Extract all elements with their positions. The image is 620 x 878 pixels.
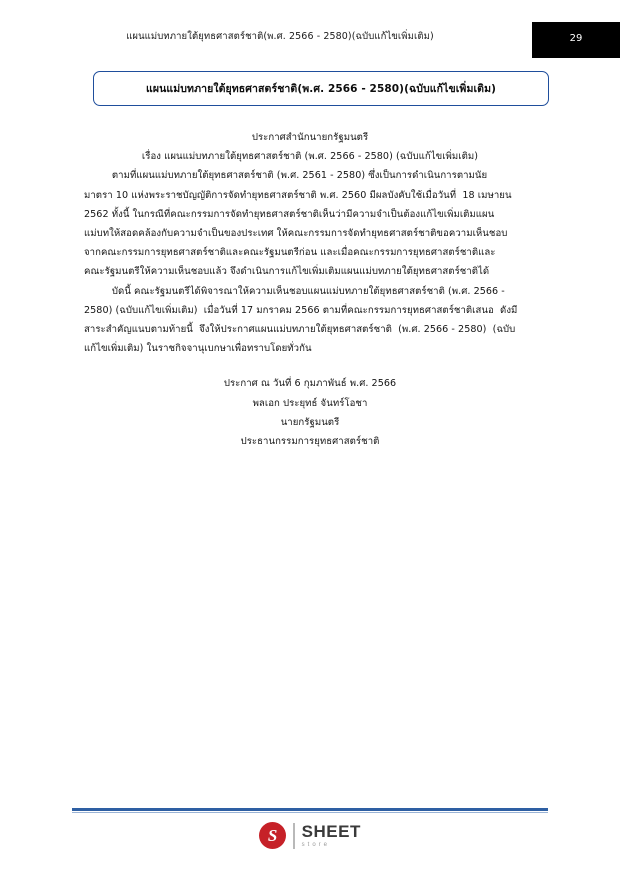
paragraph-1-line-3: 2562 ทั้งนี้ ในกรณีที่คณะกรรมการจัดทำยุทธศาสตร์ชาติเห็นว่ามีความจำเป็นต้องแก้ไขเพิ่มเติมแผน bbox=[84, 208, 495, 220]
signature-date: ประกาศ ณ วันที่ 6 กุมภาพันธ์ พ.ศ. 2566 bbox=[223, 378, 397, 390]
signatory-title-1: นายกรัฐมนตรี bbox=[280, 416, 340, 428]
footer-logo bbox=[0, 822, 620, 849]
document-title: แผนแม่บทภายใต้ยุทธศาสตร์ชาติ(พ.ศ. 2566 - 2580)(ฉบับแก้ไขเพิ่มเติม) bbox=[146, 83, 496, 95]
paragraph-1-line-4: แม่บทให้สอดคล้องกับความจำเป็นของประเทศ ให้คณะกรรมการจัดทำยุทธศาสตร์ชาติขอความเห็นชอบ bbox=[84, 228, 508, 240]
paragraph-2-line-3: สาระสำคัญแนบตามท้ายนี้ จึงให้ประกาศแผนแม่บทภายใต้ยุทธศาสตร์ชาติ (พ.ศ. 2566 - 2580) (ฉบับ bbox=[84, 324, 516, 336]
paragraph-2-line-4: แก้ไขเพิ่มเติม) ในราชกิจจานุเบกษาเพื่อทราบโดยทั่วกัน bbox=[84, 343, 312, 355]
paragraph-1-line-2: มาตรา 10 แห่งพระราชบัญญัติการจัดทำยุทธศาสตร์ชาติ พ.ศ. 2560 มีผลบังคับใช้เมื่อวันที่ 18 เมษายน bbox=[84, 189, 512, 201]
logo-divider bbox=[293, 823, 295, 849]
paragraph-2-line-1: บัดนี้ คณะรัฐมนตรีได้พิจารณาให้ความเห็นชอบแผนแม่บทภายใต้ยุทธศาสตร์ชาติ (พ.ศ. 2566 - bbox=[84, 285, 505, 297]
signature-block bbox=[84, 374, 536, 451]
signatory-title-2: ประธานกรรมการยุทธศาสตร์ชาติ bbox=[240, 436, 380, 448]
logo-word-sheet: SHEET bbox=[301, 822, 361, 841]
logo-word-store: store bbox=[301, 842, 330, 848]
document-body bbox=[84, 128, 536, 451]
announcement-heading-line-2: เรื่อง แผนแม่บทภายใต้ยุทธศาสตร์ชาติ (พ.ศ. 2566 - 2580) (ฉบับแก้ไขเพิ่มเติม) bbox=[141, 151, 479, 163]
paragraph-1-line-1: ตามที่แผนแม่บทภายใต้ยุทธศาสตร์ชาติ (พ.ศ. 2561 - 2580) ซึ่งเป็นการดำเนินการตามนัย bbox=[84, 170, 488, 182]
sheet-store-logo-icon: S bbox=[259, 822, 286, 849]
paragraph-1-line-6: คณะรัฐมนตรีให้ความเห็นชอบแล้ว จึงดำเนินการแก้ไขเพิ่มเติมแผนแม่บทภายใต้ยุทธศาสตร์ชาติได้ bbox=[84, 266, 490, 278]
document-title-box bbox=[93, 71, 549, 106]
paragraph-1-line-5: จากคณะกรรมการยุทธศาสตร์ชาติและคณะรัฐมนตรีก่อน และเมื่อคณะกรรมการยุทธศาสตร์ชาติและ bbox=[84, 247, 496, 259]
logo-wordmark bbox=[302, 823, 361, 848]
running-header-title: แผนแม่บทภายใต้ยุทธศาสตร์ชาติ(พ.ศ. 2566 - 2580)(ฉบับแก้ไขเพิ่มเติม) bbox=[126, 31, 434, 42]
footer-divider-primary bbox=[72, 808, 548, 811]
page-number: 29 bbox=[569, 33, 583, 44]
page-header bbox=[0, 0, 620, 58]
signatory-name: พลเอก ประยุทธ์ จันทร์โอชา bbox=[252, 397, 368, 409]
footer-divider-secondary bbox=[72, 812, 548, 813]
paragraph-2-line-2: 2580) (ฉบับแก้ไขเพิ่มเติม) เมื่อวันที่ 17 มกราคม 2566 ตามที่คณะกรรมการยุทธศาสตร์ชาติเสนอ ดังมี bbox=[84, 304, 518, 316]
announcement-heading-line-1: ประกาศสำนักนายกรัฐมนตรี bbox=[251, 132, 369, 143]
